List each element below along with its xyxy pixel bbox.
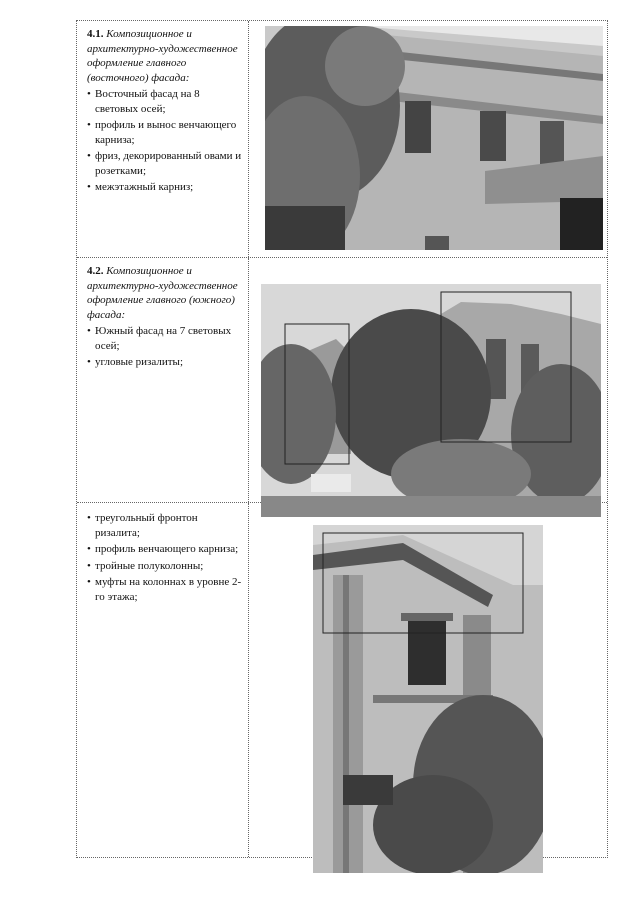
- list-item: • Южный фасад на 7 световых осей;: [87, 324, 242, 353]
- section-number: 4.2.: [87, 265, 104, 277]
- section-heading: [87, 264, 242, 322]
- feature-list: [87, 87, 242, 195]
- description-cell: [77, 258, 249, 502]
- table-row: [77, 503, 607, 857]
- description-cell: [77, 21, 249, 257]
- list-item: • фриз, декорированный овами и розетками;: [87, 149, 242, 178]
- photo-cell: [249, 21, 607, 257]
- list-item: • Восточный фасад на 8 световых осей;: [87, 87, 242, 116]
- section-number: 4.1.: [87, 28, 104, 40]
- table-row: [77, 21, 607, 258]
- feature-list: [87, 324, 242, 370]
- south-facade-photo: [261, 284, 601, 517]
- list-item: • профиль и вынос венчающего карниза;: [87, 118, 242, 147]
- list-item: • межэтажный карниз;: [87, 180, 242, 195]
- monument-features-table: [76, 20, 608, 858]
- list-item: • тройные полуколонны;: [87, 559, 242, 574]
- photo-cell: [249, 503, 607, 857]
- list-item: • треугольный фронтон ризалита;: [87, 511, 242, 540]
- east-facade-photo: [265, 26, 603, 250]
- section-heading: [87, 27, 242, 85]
- photo-cell: [249, 258, 607, 502]
- section-title: Композиционное и архитектурно-художественное оформление главного (восточного) фасада:: [87, 28, 238, 84]
- risalit-detail-photo: [313, 525, 543, 873]
- table-row: [77, 258, 607, 503]
- list-item: • профиль венчающего карниза;: [87, 542, 242, 557]
- description-cell: [77, 503, 249, 857]
- feature-list: [87, 511, 242, 604]
- list-item: • угловые ризалиты;: [87, 355, 242, 370]
- section-title: Композиционное и архитектурно-художественное оформление главного (южного) фасада:: [87, 265, 238, 321]
- list-item: • муфты на колоннах в уровне 2-го этажа;: [87, 575, 242, 604]
